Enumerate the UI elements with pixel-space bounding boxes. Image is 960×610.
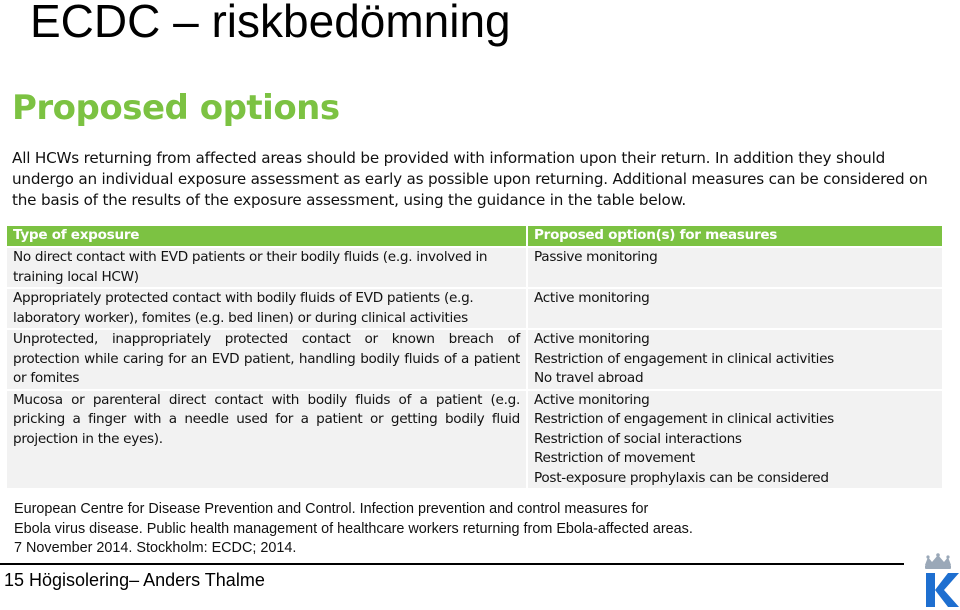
proposed-options-heading: Proposed options bbox=[12, 88, 340, 128]
measures-cell bbox=[527, 390, 943, 490]
measure-item: No travel abroad bbox=[534, 370, 644, 386]
measures-cell bbox=[527, 329, 943, 390]
slide-title: ECDC – riskbedömning bbox=[30, 0, 511, 47]
document-excerpt bbox=[0, 78, 944, 490]
measure-item: Post-exposure prophylaxis can be considered bbox=[534, 469, 829, 486]
header-proposed-measures: Proposed option(s) for measures bbox=[527, 225, 943, 247]
table-header-row bbox=[6, 225, 943, 247]
crown-k-logo-icon bbox=[920, 553, 960, 610]
measure-item: Active monitoring bbox=[534, 290, 650, 306]
measure-item: Passive monitoring bbox=[534, 249, 658, 265]
footer-divider bbox=[0, 563, 904, 565]
table-row bbox=[6, 329, 943, 390]
measure-item: Restriction of social interactions bbox=[534, 430, 742, 447]
exposure-measures-table bbox=[5, 224, 944, 490]
table-row bbox=[6, 288, 943, 329]
measure-item: Active monitoring bbox=[534, 391, 650, 408]
citation bbox=[14, 500, 693, 559]
exposure-cell: Appropriately protected contact with bodily fluids of EVD patients (e.g. laboratory worker), fomites (e.g. bed linen) or during clinical activities bbox=[6, 288, 527, 329]
exposure-cell: Mucosa or parenteral direct contact with bodily fluids of a patient (e.g. pricking a finger with a needle used for a patient or getting bodily fluid projection in the eyes). bbox=[6, 390, 527, 490]
table-row bbox=[6, 390, 943, 490]
table-row bbox=[6, 247, 943, 288]
citation-line: Ebola virus disease. Public health management of healthcare workers returning from Ebola-affected areas. bbox=[14, 520, 693, 537]
exposure-cell: No direct contact with EVD patients or their bodily fluids (e.g. involved in training local HCW) bbox=[6, 247, 527, 288]
measures-cell bbox=[527, 247, 943, 288]
measure-item: Active monitoring bbox=[534, 331, 650, 347]
header-type-of-exposure: Type of exposure bbox=[6, 225, 527, 247]
measure-item: Restriction of engagement in clinical activities bbox=[534, 350, 834, 367]
footer-text: 15 Högisolering– Anders Thalme bbox=[4, 570, 265, 590]
measures-cell bbox=[527, 288, 943, 329]
measure-item: Restriction of movement bbox=[534, 450, 695, 466]
citation-line: European Centre for Disease Prevention and Control. Infection prevention and control measures for bbox=[14, 501, 649, 517]
citation-line: 7 November 2014. Stockholm: ECDC; 2014. bbox=[14, 540, 297, 556]
intro-paragraph: All HCWs returning from affected areas should be provided with information upon their return. In addition they should undergo an individual exposure assessment as early as possible upon returning. Additional measures can be considered on the basis of the results of the exposure assessment, using the guidance in the table below. bbox=[12, 149, 928, 209]
measure-item: Restriction of engagement in clinical activities bbox=[534, 411, 834, 427]
exposure-cell: Unprotected, inappropriately protected contact or known breach of protection while caring for an EVD patient, handling bodily fluids of a patient or fomites bbox=[6, 329, 527, 390]
